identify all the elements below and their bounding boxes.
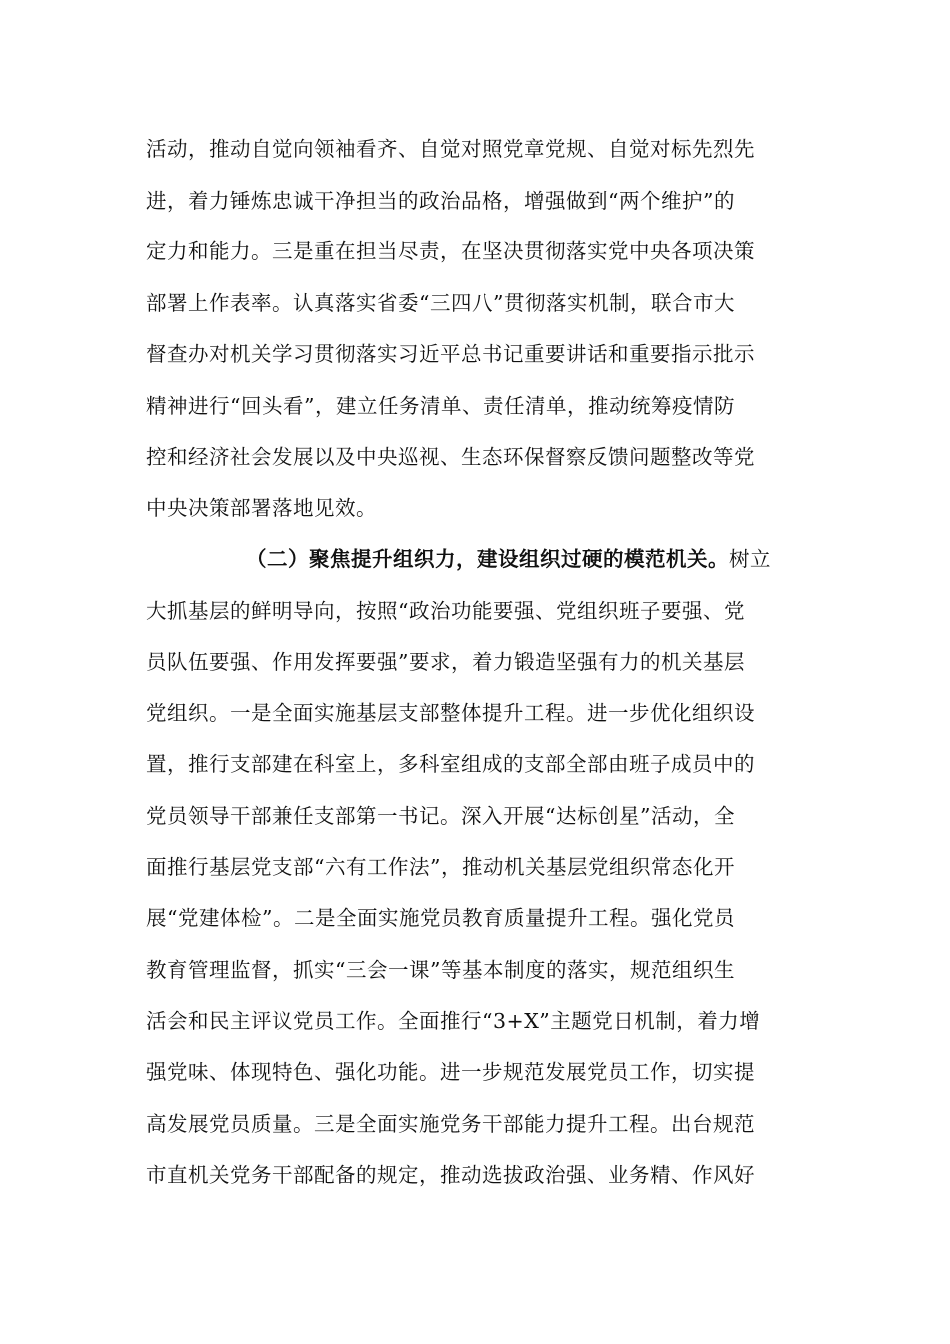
paragraph-line: 置，推行支部建在科室上，多科室组成的支部全部由班子成员中的 [146, 752, 755, 776]
paragraph-line: 定力和能力。三是重在担当尽责，在坚决贯彻落实党中央各项决策 [146, 239, 755, 263]
paragraph-line: 教育管理监督，抓实“三会一课”等基本制度的落实，规范组织生 [146, 958, 735, 982]
paragraph-line: 强党味、体现特色、强化功能。进一步规范发展党员工作，切实提 [146, 1060, 755, 1084]
paragraph-line: 进，着力锤炼忠诚干净担当的政治品格，增强做到“两个维护”的 [146, 189, 735, 213]
paragraph-line: 部署上作表率。认真落实省委“三四八”贯彻落实机制，联合市大 [146, 291, 735, 315]
paragraph-line: 面推行基层党支部“六有工作法”，推动机关基层党组织常态化开 [146, 855, 735, 879]
paragraph-line: 党员领导干部兼任支部第一书记。深入开展“达标创星”活动，全 [146, 804, 735, 828]
paragraph-line: 员队伍要强、作用发挥要强”要求，着力锻造坚强有力的机关基层 [146, 650, 745, 674]
paragraph-line: 活动，推动自觉向领袖看齐、自觉对照党章党规、自觉对标先烈先 [146, 137, 755, 161]
paragraph-line: 市直机关党务干部配备的规定，推动选拔政治强、业务精、作风好 [146, 1163, 755, 1187]
section-heading-tail: 树立 [729, 547, 771, 571]
paragraph-line: 活会和民主评议党员工作。全面推行“3+X”主题党日机制，着力增 [146, 1009, 761, 1033]
paragraph-line: 大抓基层的鲜明导向，按照“政治功能要强、党组织班子要强、党 [146, 599, 745, 623]
paragraph-line: 党组织。一是全面实施基层支部整体提升工程。进一步优化组织设 [146, 701, 755, 725]
paragraph-line: 督查办对机关学习贯彻落实习近平总书记重要讲话和重要指示批示 [146, 342, 755, 366]
section-heading: （二）聚焦提升组织力，建设组织过硬的模范机关。 [246, 547, 729, 571]
paragraph-line: 精神进行“回头看”，建立任务清单、责任清单，推动统筹疫情防 [146, 394, 735, 418]
paragraph-line: 高发展党员质量。三是全面实施党务干部能力提升工程。出台规范 [146, 1112, 755, 1136]
paragraph-line: 中央决策部署落地见效。 [146, 496, 377, 520]
paragraph-line: 控和经济社会发展以及中央巡视、生态环保督察反馈问题整改等党 [146, 445, 755, 469]
paragraph-line: 展“党建体检”。二是全面实施党员教育质量提升工程。强化党员 [146, 906, 735, 930]
section-heading-line [246, 539, 806, 579]
